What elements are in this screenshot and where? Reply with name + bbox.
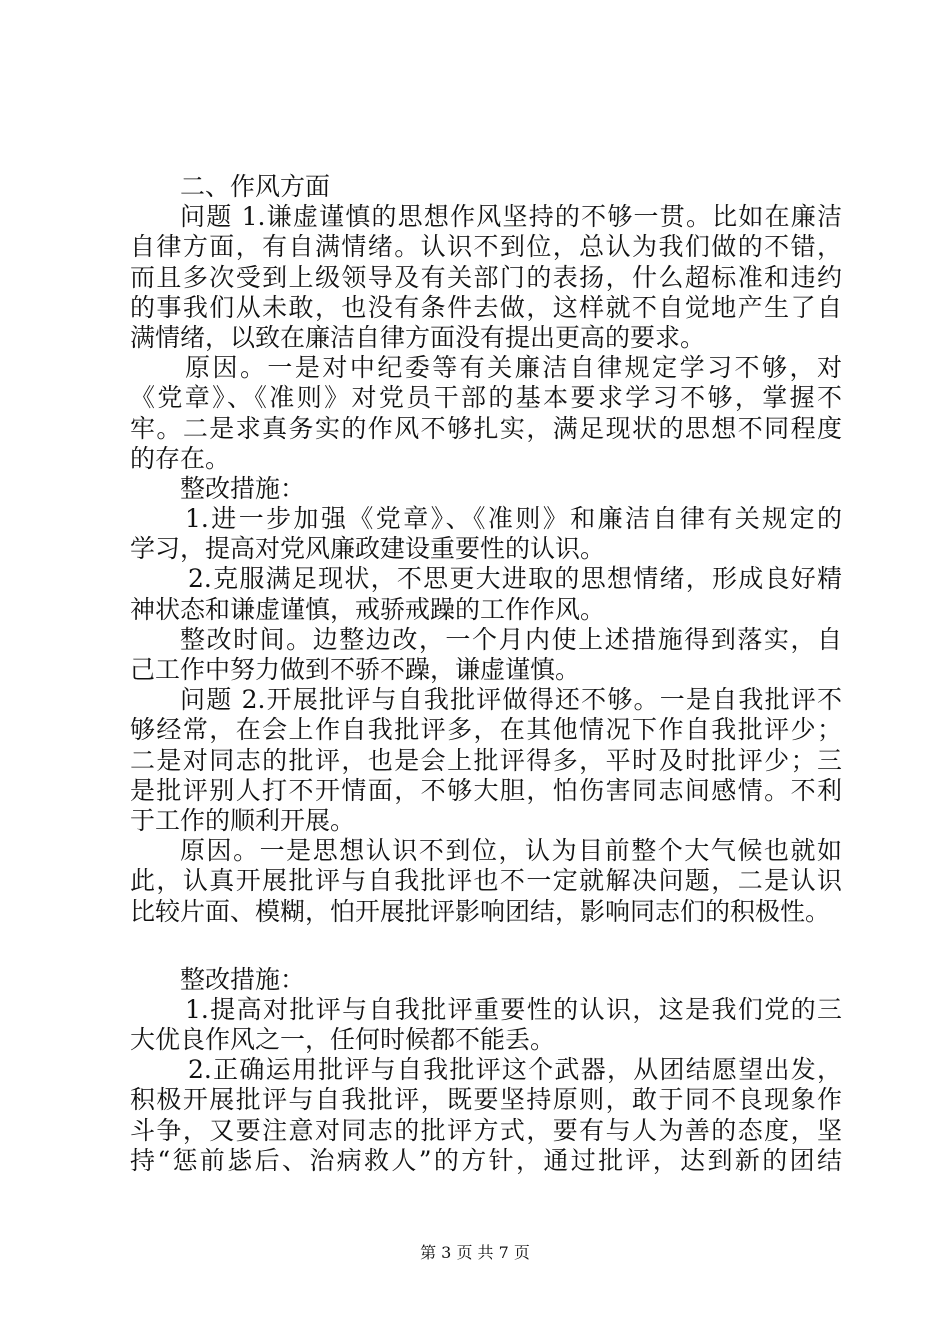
text-line: 的存在。 <box>130 443 231 473</box>
text-line: 问题 2.开展批评与自我批评做得还不够。一是自我批评不 <box>180 685 842 715</box>
text-line: 此，认真开展批评与自我批评也不一定就解决问题，二是认识 <box>130 866 842 896</box>
text-line: 满情绪，以致在廉洁自律方面没有提出更高的要求。 <box>130 322 706 352</box>
text-line: 斗争，又要注意对同志的批评方式，要有与人为善的态度，坚 <box>130 1115 842 1145</box>
text-line: 大优良作风之一，任何时候都不能丢。 <box>130 1025 556 1055</box>
text-line: 《党章》、《准则》对党员干部的基本要求学习不够，掌握不 <box>130 383 842 413</box>
text-line: 二、作风方面 <box>180 172 331 201</box>
text-line: 己工作中努力做到不骄不躁，谦虚谨慎。 <box>130 655 581 684</box>
page-number-footer: 第 3 页 共 7 页 <box>420 1243 530 1262</box>
text-line: 持“惩前毖后、治病救人”的方针，通过批评，达到新的团结 <box>130 1145 842 1175</box>
text-line: 2.正确运用批评与自我批评这个武器，从团结愿望出发， <box>188 1055 842 1085</box>
text-line: 整改措施： <box>180 473 306 503</box>
document-body <box>130 172 842 1176</box>
text-line: 的事我们从未敢，也没有条件去做，这样就不自觉地产生了自 <box>130 292 842 322</box>
text-line: 1.提高对批评与自我批评重要性的认识，这是我们党的三 <box>185 994 842 1024</box>
text-line: 积极开展批评与自我批评，既要坚持原则，敢于同不良现象作 <box>130 1085 842 1115</box>
text-line: 问题 1.谦虚谨慎的思想作风坚持的不够一贯。比如在廉洁 <box>180 202 842 232</box>
text-line: 神状态和谦虚谨慎，戒骄戒躁的工作作风。 <box>130 594 606 624</box>
text-line: 整改时间。边整边改，一个月内使上述措施得到落实，自 <box>180 624 842 654</box>
text-line: 二是对同志的批评，也是会上批评得多，平时及时批评少；三 <box>130 745 842 775</box>
text-line: 整改措施： <box>180 964 306 994</box>
text-line: 于工作的顺利开展。 <box>130 805 356 835</box>
text-line: 原因。一是思想认识不到位，认为目前整个大气候也就如 <box>180 836 842 866</box>
text-line: 比较片面、模糊，怕开展批评影响团结，影响同志们的积极性。 <box>130 896 831 926</box>
text-line: 原因。一是对中纪委等有关廉洁自律规定学习不够，对 <box>185 353 842 383</box>
text-line: 2.克服满足现状，不思更大进取的思想情绪，形成良好精 <box>188 564 842 594</box>
text-line: 自律方面，有自满情绪。认识不到位，总认为我们做的不错， <box>130 232 842 262</box>
text-line: 够经常，在会上作自我批评多，在其他情况下作自我批评少； <box>130 715 842 745</box>
text-line: 1.进一步加强《党章》、《准则》和廉洁自律有关规定的 <box>185 504 842 534</box>
text-line: 而且多次受到上级领导及有关部门的表扬，什么超标准和违约 <box>130 262 842 292</box>
text-line: 是批评别人打不开情面，不够大胆，怕伤害同志间感情。不利 <box>130 775 842 805</box>
paragraph-gap <box>130 927 842 965</box>
text-line: 牢。二是求真务实的作风不够扎实，满足现状的思想不同程度 <box>130 413 842 443</box>
text-line: 学习，提高对党风廉政建设重要性的认识。 <box>130 534 606 564</box>
